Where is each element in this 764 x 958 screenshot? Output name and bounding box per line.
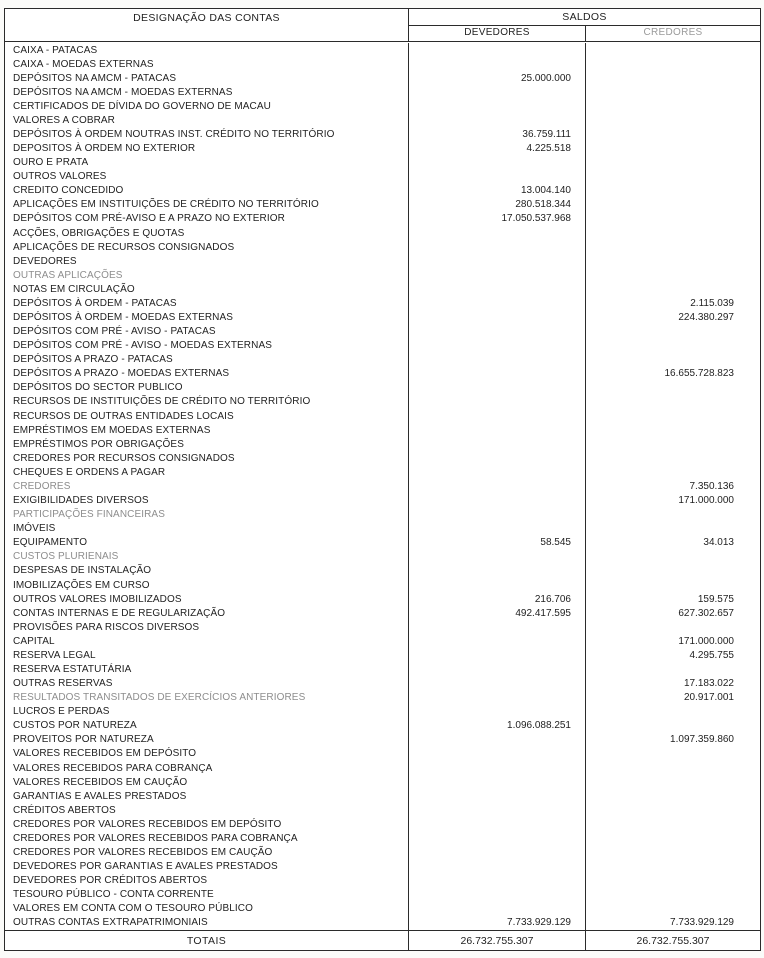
account-row bbox=[5, 606, 760, 620]
account-row bbox=[5, 761, 760, 775]
account-label: CHEQUES E ORDENS A PAGAR bbox=[5, 465, 409, 479]
credores-value bbox=[586, 747, 760, 761]
account-label: DESPESAS DE INSTALAÇÃO bbox=[5, 564, 409, 578]
account-row bbox=[5, 888, 760, 902]
devedores-value bbox=[409, 423, 586, 437]
credores-value bbox=[586, 113, 760, 127]
account-row bbox=[5, 550, 760, 564]
account-label: DEVEDORES bbox=[5, 254, 409, 268]
account-row bbox=[5, 817, 760, 831]
account-label: DEPOSITOS À ORDEM NO EXTERIOR bbox=[5, 142, 409, 156]
devedores-value bbox=[409, 874, 586, 888]
devedores-value bbox=[409, 465, 586, 479]
devedores-value bbox=[409, 705, 586, 719]
account-row bbox=[5, 353, 760, 367]
accounts-body bbox=[5, 42, 760, 930]
account-label: VALORES RECEBIDOS PARA COBRANÇA bbox=[5, 761, 409, 775]
credores-value: 16.655.728.823 bbox=[664, 368, 734, 380]
totals-row bbox=[5, 930, 760, 950]
devedores-value bbox=[409, 367, 586, 381]
account-row bbox=[5, 381, 760, 395]
account-row bbox=[5, 142, 760, 156]
account-label: CRÉDITOS ABERTOS bbox=[5, 803, 409, 817]
devedores-value bbox=[409, 268, 586, 282]
account-label: LUCROS E PERDAS bbox=[5, 705, 409, 719]
account-row bbox=[5, 268, 760, 282]
account-row bbox=[5, 423, 760, 437]
devedores-value bbox=[409, 733, 586, 747]
account-label: CREDORES POR VALORES RECEBIDOS PARA COBRANÇA bbox=[5, 831, 409, 845]
account-label: EMPRÉSTIMOS POR OBRIGAÇÕES bbox=[5, 437, 409, 451]
saldos-header-group bbox=[409, 9, 760, 41]
devedores-value: 492.417.595 bbox=[409, 606, 586, 620]
account-row bbox=[5, 916, 760, 930]
credores-value: 4.295.755 bbox=[689, 649, 734, 661]
devedores-value bbox=[409, 662, 586, 676]
account-label: CAIXA - MOEDAS EXTERNAS bbox=[5, 57, 409, 71]
account-row bbox=[5, 451, 760, 465]
account-label: RESERVA LEGAL bbox=[5, 648, 409, 662]
credores-value bbox=[586, 564, 760, 578]
devedores-value: 216.706 bbox=[409, 592, 586, 606]
devedores-value bbox=[409, 789, 586, 803]
devedores-value bbox=[409, 648, 586, 662]
devedores-value: 4.225.518 bbox=[409, 142, 586, 156]
account-row bbox=[5, 437, 760, 451]
credores-value bbox=[586, 719, 760, 733]
account-label: CERTIFICADOS DE DÍVIDA DO GOVERNO DE MACAU bbox=[5, 99, 409, 113]
account-row bbox=[5, 860, 760, 874]
account-label: PROVEITOS POR NATUREZA bbox=[5, 733, 409, 747]
account-label: OUTROS VALORES IMOBILIZADOS bbox=[5, 592, 409, 606]
credores-value bbox=[586, 803, 760, 817]
account-row bbox=[5, 845, 760, 859]
devedores-value bbox=[409, 494, 586, 508]
account-row bbox=[5, 57, 760, 71]
account-label: PROVISÕES PARA RISCOS DIVERSOS bbox=[5, 620, 409, 634]
credores-value bbox=[586, 198, 760, 212]
devedores-value bbox=[409, 254, 586, 268]
account-label: RESERVA ESTATUTÁRIA bbox=[5, 662, 409, 676]
credores-value bbox=[586, 268, 760, 282]
devedores-value bbox=[409, 57, 586, 71]
devedores-value bbox=[409, 831, 586, 845]
devedores-value bbox=[409, 437, 586, 451]
account-row bbox=[5, 902, 760, 916]
credores-value bbox=[586, 522, 760, 536]
devedores-value bbox=[409, 310, 586, 324]
account-label: DEPÓSITOS À ORDEM NOUTRAS INST. CRÉDITO NO TERRITÓRIO bbox=[5, 127, 409, 141]
account-row bbox=[5, 296, 760, 310]
account-label: DEVEDORES POR GARANTIAS E AVALES PRESTADOS bbox=[5, 860, 409, 874]
credores-value bbox=[586, 142, 760, 156]
devedores-value: 17.050.537.968 bbox=[409, 212, 586, 226]
account-label: RESULTADOS TRANSITADOS DE EXERCÍCIOS ANTERIORES bbox=[5, 691, 409, 705]
devedores-value bbox=[409, 339, 586, 353]
devedores-value bbox=[409, 564, 586, 578]
devedores-value bbox=[409, 85, 586, 99]
devedores-value bbox=[409, 691, 586, 705]
devedores-value bbox=[409, 761, 586, 775]
credores-value: 17.183.022 bbox=[683, 678, 734, 690]
credores-value bbox=[586, 240, 760, 254]
devedores-value bbox=[409, 395, 586, 409]
account-row bbox=[5, 254, 760, 268]
devedores-value: 58.545 bbox=[409, 536, 586, 550]
account-label: DEPÓSITOS À ORDEM - MOEDAS EXTERNAS bbox=[5, 310, 409, 324]
credores-value bbox=[586, 845, 760, 859]
account-row bbox=[5, 789, 760, 803]
account-label: CREDORES POR RECURSOS CONSIGNADOS bbox=[5, 451, 409, 465]
balance-sheet-table bbox=[4, 8, 761, 951]
account-row bbox=[5, 592, 760, 606]
account-row bbox=[5, 156, 760, 170]
credores-value bbox=[586, 423, 760, 437]
devedores-value bbox=[409, 479, 586, 493]
credores-value bbox=[586, 437, 760, 451]
account-row bbox=[5, 409, 760, 423]
devedores-value bbox=[409, 240, 586, 254]
credores-value: 159.575 bbox=[697, 593, 734, 605]
account-row bbox=[5, 634, 760, 648]
credores-value bbox=[586, 874, 760, 888]
devedores-value bbox=[409, 817, 586, 831]
account-row bbox=[5, 465, 760, 479]
account-label: CONTAS INTERNAS E DE REGULARIZAÇÃO bbox=[5, 606, 409, 620]
account-row bbox=[5, 691, 760, 705]
account-label: VALORES A COBRAR bbox=[5, 113, 409, 127]
credores-value bbox=[586, 620, 760, 634]
credores-value: 7.733.929.129 bbox=[670, 917, 734, 929]
totals-devedores-value: 26.732.755.307 bbox=[409, 931, 586, 950]
devedores-value bbox=[409, 888, 586, 902]
credores-value: 1.097.359.860 bbox=[670, 734, 734, 746]
credores-value bbox=[586, 254, 760, 268]
credores-value bbox=[586, 775, 760, 789]
devedores-value bbox=[409, 845, 586, 859]
account-label: VALORES RECEBIDOS EM CAUÇÃO bbox=[5, 775, 409, 789]
account-row bbox=[5, 648, 760, 662]
account-row bbox=[5, 677, 760, 691]
account-label: OUTRAS CONTAS EXTRAPATRIMONIAIS bbox=[5, 916, 409, 930]
account-row bbox=[5, 212, 760, 226]
account-label: CREDITO CONCEDIDO bbox=[5, 184, 409, 198]
devedores-value: 280.518.344 bbox=[409, 198, 586, 212]
credores-value: 7.350.136 bbox=[689, 480, 734, 492]
account-row bbox=[5, 831, 760, 845]
credores-value bbox=[586, 578, 760, 592]
account-row bbox=[5, 803, 760, 817]
account-row bbox=[5, 395, 760, 409]
devedores-value bbox=[409, 522, 586, 536]
account-label: TESOURO PÚBLICO - CONTA CORRENTE bbox=[5, 888, 409, 902]
table-header bbox=[5, 9, 760, 42]
account-row bbox=[5, 325, 760, 339]
account-label: IMÓVEIS bbox=[5, 522, 409, 536]
devedores-value bbox=[409, 99, 586, 113]
account-row bbox=[5, 522, 760, 536]
credores-value bbox=[586, 99, 760, 113]
credores-value bbox=[586, 43, 760, 57]
account-label: EXIGIBILIDADES DIVERSOS bbox=[5, 494, 409, 508]
saldos-subheaders bbox=[409, 26, 760, 41]
account-label: CUSTOS PLURIENAIS bbox=[5, 550, 409, 564]
devedores-value bbox=[409, 775, 586, 789]
totals-label: TOTAIS bbox=[5, 931, 409, 950]
account-label: APLICAÇÕES EM INSTITUIÇÕES DE CRÉDITO NO TERRITÓRIO bbox=[5, 198, 409, 212]
account-row bbox=[5, 113, 760, 127]
account-label: GARANTIAS E AVALES PRESTADOS bbox=[5, 789, 409, 803]
account-label: CREDORES POR VALORES RECEBIDOS EM DEPÓSITO bbox=[5, 817, 409, 831]
account-label: DEPÓSITOS DO SECTOR PUBLICO bbox=[5, 381, 409, 395]
credores-value bbox=[586, 127, 760, 141]
account-label: CUSTOS POR NATUREZA bbox=[5, 719, 409, 733]
account-row bbox=[5, 198, 760, 212]
credores-value bbox=[586, 465, 760, 479]
credores-value bbox=[586, 57, 760, 71]
account-row bbox=[5, 184, 760, 198]
account-row bbox=[5, 71, 760, 85]
devedores-value bbox=[409, 451, 586, 465]
devedores-value bbox=[409, 620, 586, 634]
credores-value bbox=[586, 226, 760, 240]
account-row bbox=[5, 479, 760, 493]
credores-value bbox=[586, 282, 760, 296]
credores-value: 224.380.297 bbox=[678, 312, 734, 324]
designacao-label: DESIGNAÇÃO DAS CONTAS bbox=[133, 12, 280, 24]
devedores-value bbox=[409, 325, 586, 339]
saldos-header: SALDOS bbox=[409, 9, 760, 26]
credores-value bbox=[586, 662, 760, 676]
account-label: CREDORES POR VALORES RECEBIDOS EM CAUÇÃO bbox=[5, 845, 409, 859]
devedores-value: 36.759.111 bbox=[409, 127, 586, 141]
devedores-value bbox=[409, 860, 586, 874]
account-row bbox=[5, 662, 760, 676]
devedores-value bbox=[409, 170, 586, 184]
credores-value: 20.917.001 bbox=[683, 692, 734, 704]
account-label: CAPITAL bbox=[5, 634, 409, 648]
credores-value: 34.013 bbox=[703, 537, 734, 549]
devedores-value bbox=[409, 282, 586, 296]
devedores-value bbox=[409, 156, 586, 170]
devedores-value bbox=[409, 508, 586, 522]
account-row bbox=[5, 367, 760, 381]
credores-value: 171.000.000 bbox=[678, 495, 734, 507]
credores-value bbox=[586, 705, 760, 719]
devedores-value bbox=[409, 634, 586, 648]
account-row bbox=[5, 705, 760, 719]
devedores-value bbox=[409, 296, 586, 310]
account-row bbox=[5, 85, 760, 99]
account-row bbox=[5, 339, 760, 353]
credores-value bbox=[586, 761, 760, 775]
account-row bbox=[5, 536, 760, 550]
devedores-value bbox=[409, 113, 586, 127]
account-label: DEPÓSITOS A PRAZO - MOEDAS EXTERNAS bbox=[5, 367, 409, 381]
credores-value bbox=[586, 339, 760, 353]
credores-value bbox=[586, 170, 760, 184]
account-row bbox=[5, 564, 760, 578]
totals-credores-value: 26.732.755.307 bbox=[636, 934, 710, 947]
account-row bbox=[5, 578, 760, 592]
credores-value bbox=[586, 860, 760, 874]
account-label: IMOBILIZAÇÕES EM CURSO bbox=[5, 578, 409, 592]
devedores-value bbox=[409, 550, 586, 564]
credores-value bbox=[586, 85, 760, 99]
credores-value bbox=[586, 156, 760, 170]
account-label: EMPRÉSTIMOS EM MOEDAS EXTERNAS bbox=[5, 423, 409, 437]
account-row bbox=[5, 733, 760, 747]
devedores-value bbox=[409, 409, 586, 423]
column-header-designacao bbox=[5, 9, 409, 41]
credores-value bbox=[586, 550, 760, 564]
account-label: DEPÓSITOS À ORDEM - PATACAS bbox=[5, 296, 409, 310]
credores-value bbox=[586, 325, 760, 339]
account-label: DEVEDORES POR CRÉDITOS ABERTOS bbox=[5, 874, 409, 888]
credores-value bbox=[586, 184, 760, 198]
account-row bbox=[5, 282, 760, 296]
devedores-value bbox=[409, 381, 586, 395]
credores-value bbox=[586, 395, 760, 409]
account-label: NOTAS EM CIRCULAÇÃO bbox=[5, 282, 409, 296]
credores-value: 171.000.000 bbox=[678, 635, 734, 647]
account-label: VALORES EM CONTA COM O TESOURO PÚBLICO bbox=[5, 902, 409, 916]
column-header-devedores: DEVEDORES bbox=[409, 26, 586, 41]
account-row bbox=[5, 127, 760, 141]
devedores-value bbox=[409, 803, 586, 817]
column-header-credores: CREDORES bbox=[643, 27, 703, 38]
account-label: VALORES RECEBIDOS EM DEPÓSITO bbox=[5, 747, 409, 761]
account-row bbox=[5, 170, 760, 184]
account-row bbox=[5, 719, 760, 733]
account-row bbox=[5, 99, 760, 113]
account-label: OURO E PRATA bbox=[5, 156, 409, 170]
devedores-value: 7.733.929.129 bbox=[409, 916, 586, 930]
devedores-value: 1.096.088.251 bbox=[409, 719, 586, 733]
account-label: OUTROS VALORES bbox=[5, 170, 409, 184]
devedores-value bbox=[409, 677, 586, 691]
devedores-value bbox=[409, 43, 586, 57]
credores-value bbox=[586, 831, 760, 845]
account-row bbox=[5, 226, 760, 240]
credores-value bbox=[586, 212, 760, 226]
credores-value bbox=[586, 451, 760, 465]
devedores-value: 13.004.140 bbox=[409, 184, 586, 198]
credores-value bbox=[586, 71, 760, 85]
credores-value: 627.302.657 bbox=[678, 607, 734, 619]
credores-value bbox=[586, 409, 760, 423]
account-label: OUTRAS APLICAÇÕES bbox=[5, 268, 409, 282]
account-label: DEPÓSITOS COM PRÉ - AVISO - PATACAS bbox=[5, 325, 409, 339]
account-label: DEPÓSITOS NA AMCM - MOEDAS EXTERNAS bbox=[5, 85, 409, 99]
account-row bbox=[5, 874, 760, 888]
account-label: APLICAÇÕES DE RECURSOS CONSIGNADOS bbox=[5, 240, 409, 254]
devedores-value bbox=[409, 353, 586, 367]
credores-value bbox=[586, 381, 760, 395]
account-row bbox=[5, 494, 760, 508]
account-row bbox=[5, 508, 760, 522]
account-label: CREDORES bbox=[5, 479, 409, 493]
credores-value bbox=[586, 508, 760, 522]
account-label: DEPÓSITOS COM PRÉ - AVISO - MOEDAS EXTERNAS bbox=[5, 339, 409, 353]
account-label: CAIXA - PATACAS bbox=[5, 43, 409, 57]
account-label: RECURSOS DE INSTITUIÇÕES DE CRÉDITO NO TERRITÓRIO bbox=[5, 395, 409, 409]
credores-value bbox=[586, 902, 760, 916]
account-label: EQUIPAMENTO bbox=[5, 536, 409, 550]
account-label: RECURSOS DE OUTRAS ENTIDADES LOCAIS bbox=[5, 409, 409, 423]
account-row bbox=[5, 620, 760, 634]
account-label: DEPÓSITOS COM PRÉ-AVISO E A PRAZO NO EXTERIOR bbox=[5, 212, 409, 226]
devedores-value bbox=[409, 578, 586, 592]
account-label: OUTRAS RESERVAS bbox=[5, 677, 409, 691]
account-row bbox=[5, 43, 760, 57]
devedores-value bbox=[409, 747, 586, 761]
account-label: ACÇÕES, OBRIGAÇÕES E QUOTAS bbox=[5, 226, 409, 240]
credores-value bbox=[586, 817, 760, 831]
account-label: PARTICIPAÇÕES FINANCEIRAS bbox=[5, 508, 409, 522]
devedores-value: 25.000.000 bbox=[409, 71, 586, 85]
account-row bbox=[5, 775, 760, 789]
devedores-value bbox=[409, 226, 586, 240]
credores-value bbox=[586, 888, 760, 902]
credores-value: 2.115.039 bbox=[690, 297, 734, 309]
credores-value bbox=[586, 353, 760, 367]
devedores-value bbox=[409, 902, 586, 916]
credores-value bbox=[586, 789, 760, 803]
account-row bbox=[5, 747, 760, 761]
account-row bbox=[5, 310, 760, 324]
account-label: DEPÓSITOS A PRAZO - PATACAS bbox=[5, 353, 409, 367]
account-row bbox=[5, 240, 760, 254]
account-label: DEPÓSITOS NA AMCM - PATACAS bbox=[5, 71, 409, 85]
